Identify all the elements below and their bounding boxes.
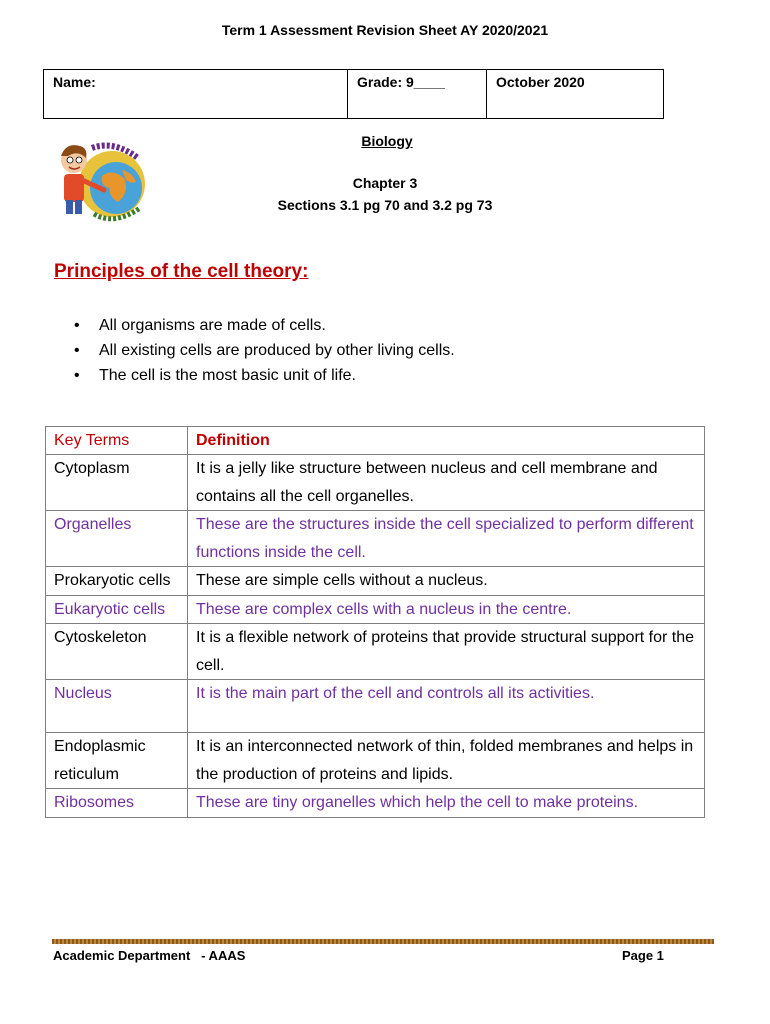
definition-header: Definition bbox=[188, 427, 705, 455]
definition-cell: These are complex cells with a nucleus in the centre. bbox=[188, 595, 705, 624]
table-row bbox=[46, 624, 705, 680]
table-row bbox=[46, 733, 705, 789]
definition-cell: It is the main part of the cell and controls all its activities. bbox=[188, 680, 705, 733]
term-cell: Cytoplasm bbox=[46, 455, 188, 511]
term-cell: Nucleus bbox=[46, 680, 188, 733]
definition-cell: It is an interconnected network of thin, folded membranes and helps in the production of proteins and lipids. bbox=[188, 733, 705, 789]
table-row bbox=[46, 567, 705, 596]
definition-cell: These are tiny organelles which help the cell to make proteins. bbox=[188, 789, 705, 818]
definition-cell: These are the structures inside the cell specialized to perform different functions inside the cell. bbox=[188, 511, 705, 567]
chapter-title: Chapter 3 bbox=[352, 175, 418, 191]
grade-field[interactable]: Grade: 9____ bbox=[348, 70, 487, 119]
table-row bbox=[46, 595, 705, 624]
name-field[interactable]: Name: bbox=[44, 70, 348, 119]
list-item: • The cell is the most basic unit of life. bbox=[70, 363, 455, 388]
table-row bbox=[46, 511, 705, 567]
definition-cell: It is a jelly like structure between nucleus and cell membrane and contains all the cell organelles. bbox=[188, 455, 705, 511]
table-row bbox=[46, 455, 705, 511]
footer-page-number: Page 1 bbox=[622, 948, 664, 963]
footer-department: Academic Department - AAAS bbox=[53, 948, 246, 963]
definition-cell: These are simple cells without a nucleus. bbox=[188, 567, 705, 596]
cell-theory-list bbox=[70, 313, 455, 388]
term-cell: Organelles bbox=[46, 511, 188, 567]
table-header-row bbox=[46, 427, 705, 455]
student-info-table bbox=[43, 69, 664, 119]
term-cell: Ribosomes bbox=[46, 789, 188, 818]
sections-reference: Sections 3.1 pg 70 and 3.2 pg 73 bbox=[277, 197, 493, 213]
table-row bbox=[46, 789, 705, 818]
table-row bbox=[46, 680, 705, 733]
subject-title: Biology bbox=[361, 133, 413, 149]
term-cell: Eukaryotic cells bbox=[46, 595, 188, 624]
term-cell: Endoplasmic reticulum bbox=[46, 733, 188, 789]
key-terms-table bbox=[45, 426, 705, 818]
list-item: • All existing cells are produced by other living cells. bbox=[70, 338, 455, 363]
definition-cell: It is a flexible network of proteins that provide structural support for the cell. bbox=[188, 624, 705, 680]
cell-theory-heading: Principles of the cell theory: bbox=[54, 261, 309, 282]
document-title: Term 1 Assessment Revision Sheet AY 2020/2021 bbox=[221, 22, 549, 38]
footer-divider bbox=[52, 939, 714, 944]
date-cell: October 2020 bbox=[487, 70, 664, 119]
list-item: • All organisms are made of cells. bbox=[70, 313, 455, 338]
term-cell: Cytoskeleton bbox=[46, 624, 188, 680]
term-cell: Prokaryotic cells bbox=[46, 567, 188, 596]
key-terms-header: Key Terms bbox=[46, 427, 188, 455]
